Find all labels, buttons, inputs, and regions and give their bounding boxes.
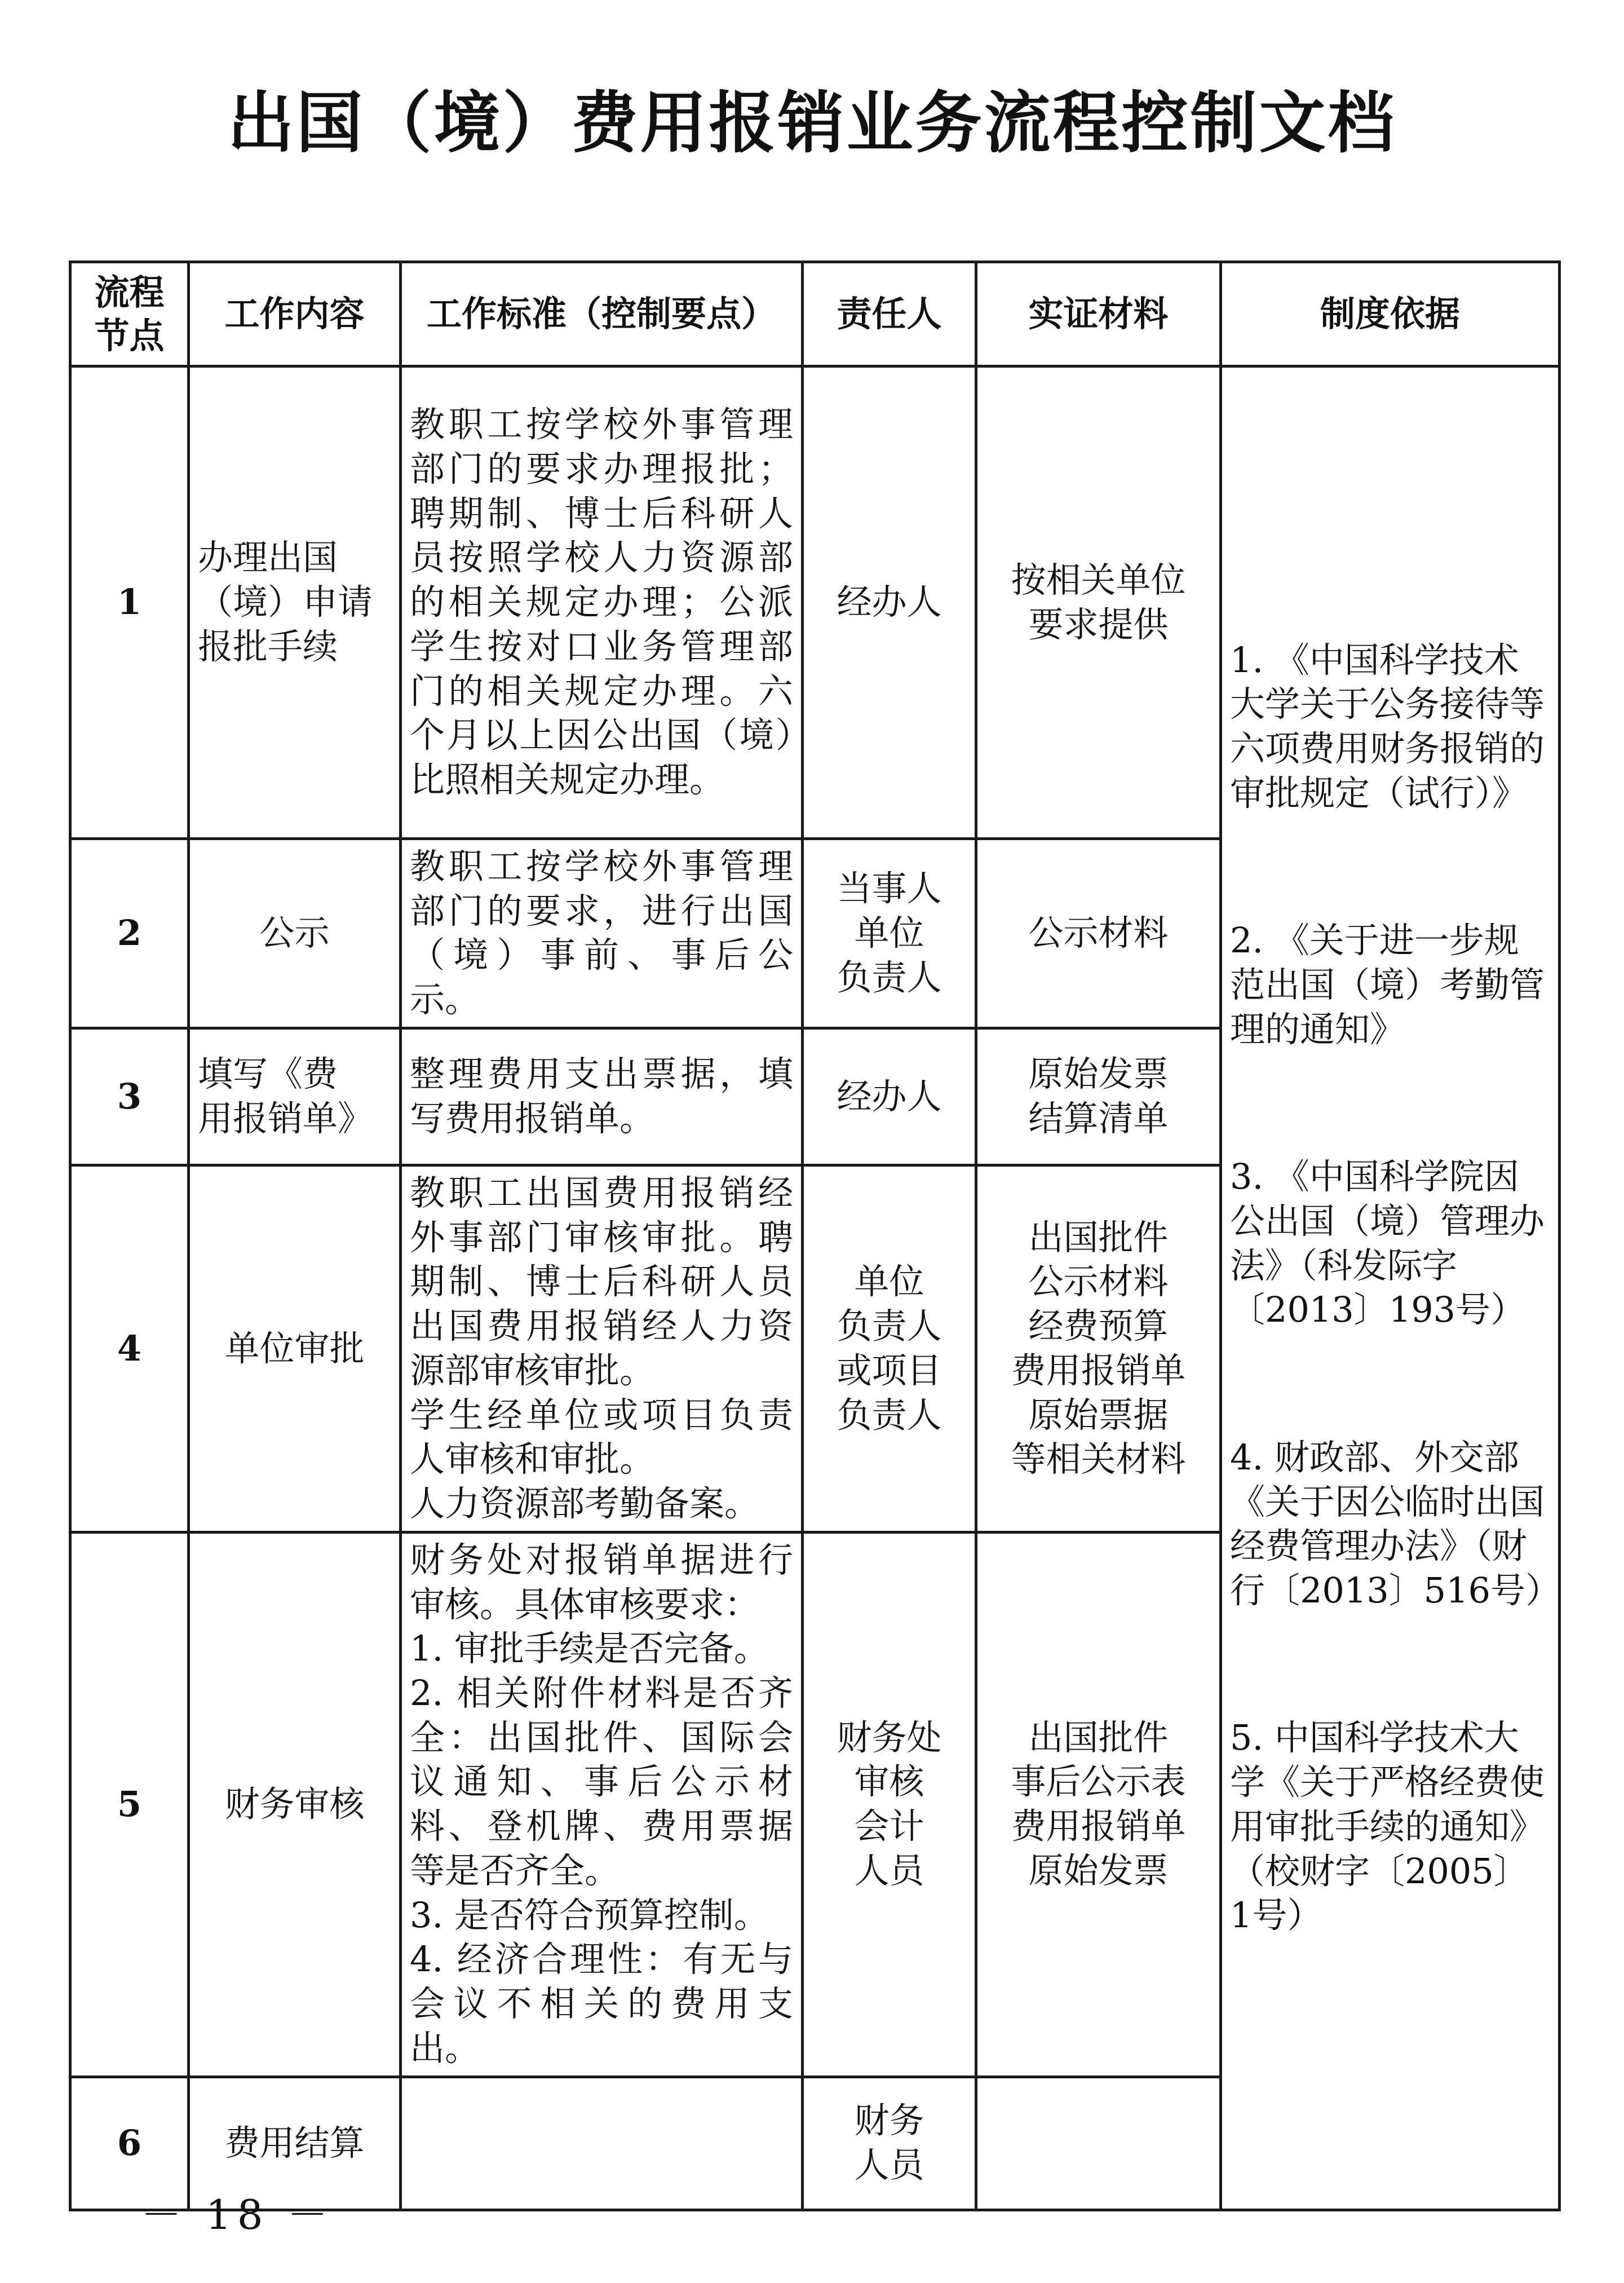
- basis-item: 2. 《关于进一步规范出国（境）考勤管理的通知》: [1230, 920, 1545, 1050]
- row-responsible: 单位 负责人 或项目 负责人: [803, 1165, 976, 1532]
- page-number: － 18 －: [141, 2191, 334, 2238]
- row-responsible: 经办人: [803, 366, 976, 839]
- row-node: 2: [70, 839, 189, 1028]
- row-node: 6: [70, 2077, 189, 2210]
- row-content: 财务审核: [189, 1532, 401, 2077]
- row-content: 填写《费 用报销单》: [189, 1028, 401, 1165]
- row-standard: 财务处对报销单据进行审核。具体审核要求： 1. 审批手续是否完备。 2. 相关附件材料是否齐全：出国批件、国际会议通知、事后公示材料、登机牌、费用票据等是否齐全。 3. 是否符合预算控制。 4. 经济合理性：有无与会议不相关的费用支出。: [401, 1532, 803, 2077]
- basis-list: [1230, 594, 1561, 1982]
- table-row: [70, 366, 1560, 839]
- row-responsible: 财务处 审核 会计 人员: [803, 1532, 976, 2077]
- row-evidence: [976, 2077, 1221, 2210]
- row-standard: [401, 2077, 803, 2210]
- basis-item: 1. 《中国科学技术大学关于公务接待等六项费用财务报销的审批规定（试行）》: [1230, 639, 1545, 814]
- row-node: 3: [70, 1028, 189, 1165]
- header-content: 工作内容: [189, 262, 401, 366]
- header-node: 流程 节点: [70, 262, 189, 366]
- row-responsible: 经办人: [803, 1028, 976, 1165]
- header-evidence: 实证材料: [976, 262, 1221, 366]
- row-standard: 整理费用支出票据，填写费用报销单。: [401, 1028, 803, 1165]
- row-content: 费用结算: [189, 2077, 401, 2210]
- header-responsible: 责任人: [803, 262, 976, 366]
- document-title: 出国（境）费用报销业务流程控制文档: [227, 84, 1397, 162]
- row-node: 1: [70, 366, 189, 839]
- row-node: 4: [70, 1165, 189, 1532]
- basis-item: 4. 财政部、外交部《关于因公临时出国经费管理办法》（财行〔2013〕516号）: [1230, 1436, 1561, 1611]
- row-standard: 教职工按学校外事管理部门的要求，进行出国（境）事前、事后公示。: [401, 839, 803, 1028]
- row-content: 公示: [189, 839, 401, 1028]
- basis-item: 3. 《中国科学院因公出国（境）管理办法》（科发际字〔2013〕193号）: [1230, 1156, 1545, 1331]
- row-standard: 教职工按学校外事管理部门的要求办理报批；聘期制、博士后科研人员按照学校人力资源部的相关规定办理；公派学生按对口业务管理部门的相关规定办理。六个月以上因公出国（境）比照相关规定办理。: [401, 366, 803, 839]
- header-row: [70, 262, 1560, 366]
- row-content: 办理出国 （境）申请 报批手续: [189, 366, 401, 839]
- basis-item: 5. 中国科学技术大学《关于严格经费使用审批手续的通知》（校财字〔2005〕1号）: [1230, 1717, 1545, 1936]
- basis-cell: [1221, 366, 1560, 2210]
- row-standard: 教职工出国费用报销经外事部门审核审批。聘期制、博士后科研人员出国费用报销经人力资源部审核审批。 学生经单位或项目负责人审核和审批。 人力资源部考勤备案。: [401, 1165, 803, 1532]
- row-evidence: 按相关单位 要求提供: [976, 366, 1221, 839]
- row-evidence: 公示材料: [976, 839, 1221, 1028]
- row-node: 5: [70, 1532, 189, 2077]
- header-standard: 工作标准（控制要点）: [401, 262, 803, 366]
- row-responsible: 当事人 单位 负责人: [803, 839, 976, 1028]
- row-evidence: 出国批件 事后公示表 费用报销单 原始发票: [976, 1532, 1221, 2077]
- row-evidence: 原始发票 结算清单: [976, 1028, 1221, 1165]
- row-content: 单位审批: [189, 1165, 401, 1532]
- header-basis: 制度依据: [1221, 262, 1560, 366]
- row-responsible: 财务 人员: [803, 2077, 976, 2210]
- process-control-table: [69, 260, 1561, 2211]
- row-evidence: 出国批件 公示材料 经费预算 费用报销单 原始票据 等相关材料: [976, 1165, 1221, 1532]
